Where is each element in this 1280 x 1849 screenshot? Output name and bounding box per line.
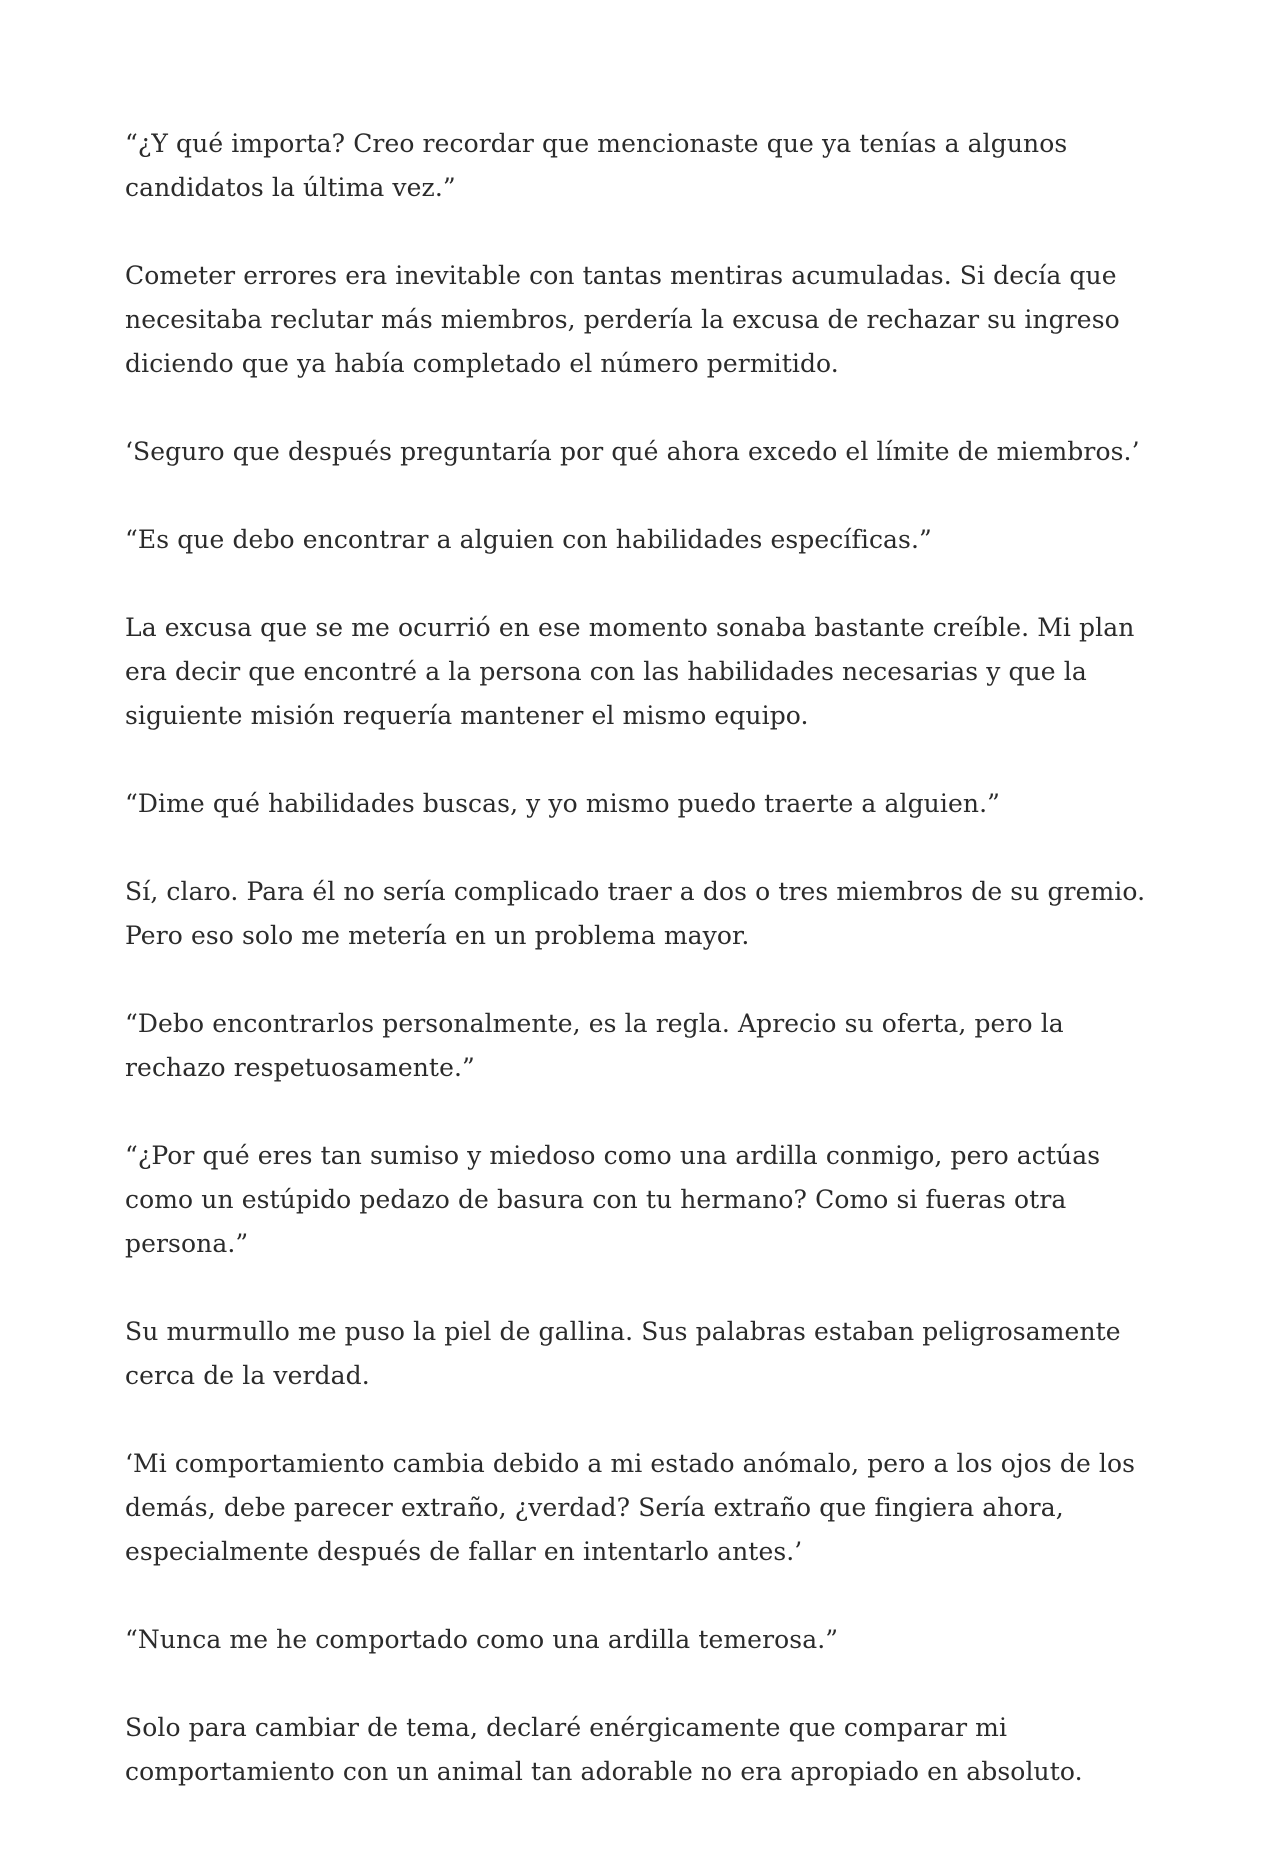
paragraph-8: “Debo encontrarlos personalmente, es la regla. Aprecio su oferta, pero la rechazo respetuosamente.” <box>125 1009 1072 1082</box>
paragraph-6: “Dime qué habilidades buscas, y yo mismo puedo traerte a alguien.” <box>125 789 1000 818</box>
paragraph-10: Su murmullo me puso la piel de gallina. Sus palabras estaban peligrosamente cerca de la verdad. <box>125 1317 1129 1390</box>
paragraph-9: “¿Por qué eres tan sumiso y miedoso como una ardilla conmigo, pero actúas como un estúpido pedazo de basura con tu hermano? Como si fueras otra persona.” <box>125 1141 1109 1258</box>
paragraph-11: ‘Mi comportamiento cambia debido a mi estado anómalo, pero a los ojos de los demás, debe parecer extraño, ¿verdad? Sería extraño que fingiera ahora, especialmente después de fallar en intentarlo antes.’ <box>125 1449 1144 1566</box>
paragraph-1: “¿Y qué importa? Creo recordar que mencionaste que ya tenías a algunos candidatos la última vez.” <box>125 129 1076 202</box>
paragraph-4: “Es que debo encontrar a alguien con habilidades específicas.” <box>125 525 932 554</box>
document-page <box>125 122 1170 1794</box>
paragraph-2: Cometer errores era inevitable con tantas mentiras acumuladas. Si decía que necesitaba reclutar más miembros, perdería la excusa de rechazar su ingreso diciendo que ya había completado el número permitido. <box>125 261 1128 378</box>
paragraph-12: “Nunca me he comportado como una ardilla temerosa.” <box>125 1625 839 1654</box>
paragraph-13: Solo para cambiar de tema, declaré enérgicamente que comparar mi comportamiento con un animal tan adorable no era apropiado en absoluto. <box>125 1713 1083 1786</box>
paragraph-5: La excusa que se me ocurrió en ese momento sonaba bastante creíble. Mi plan era decir que encontré a la persona con las habilidades necesarias y que la siguiente misión requería mantener el mismo equipo. <box>125 613 1143 730</box>
paragraph-3: ‘Seguro que después preguntaría por qué ahora excedo el límite de miembros.’ <box>125 437 1140 466</box>
paragraph-7: Sí, claro. Para él no sería complicado traer a dos o tres miembros de su gremio. Pero eso solo me metería en un problema mayor. <box>125 877 1154 950</box>
